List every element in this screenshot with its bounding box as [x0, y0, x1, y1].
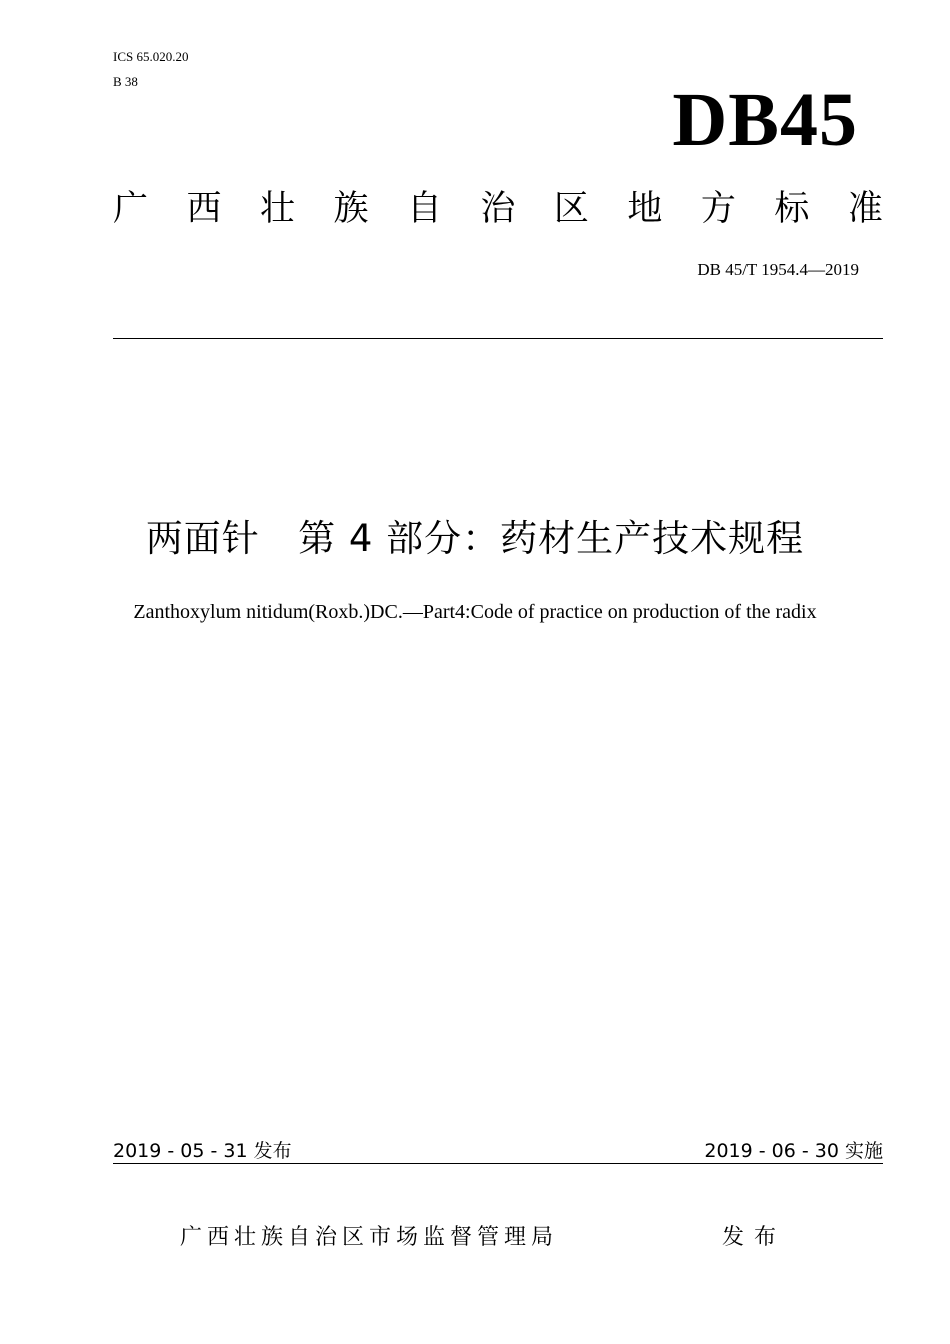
document-title-english: Zanthoxylum nitidum(Roxb.)DC.—Part4:Code of practice on production of the radix — [133, 601, 817, 623]
standard-type-char: 标 — [774, 189, 810, 229]
standard-type-char: 壮 — [259, 189, 295, 229]
ics-code: ICS 65.020.20 — [113, 49, 189, 64]
date-divider — [113, 1163, 883, 1164]
standard-logo: DB45 — [672, 78, 858, 162]
standard-type-char: 地 — [627, 189, 663, 229]
standard-type-char: 区 — [553, 189, 589, 229]
standard-type-heading — [113, 186, 883, 232]
document-title-chinese: 两面针 第 4 部分：药材生产技术规程 — [145, 517, 805, 560]
issue-date: 2019 - 05 - 31 发布 — [113, 1140, 292, 1162]
issue-label: 发布 — [722, 1225, 787, 1250]
standard-type-char: 自 — [406, 189, 442, 229]
standard-type-char: 族 — [333, 189, 369, 229]
standard-type-char: 西 — [186, 189, 222, 229]
standard-type-char: 治 — [480, 189, 516, 229]
ccs-code: B 38 — [113, 74, 138, 89]
standard-type-char: 准 — [847, 189, 883, 229]
standard-type-char: 广 — [113, 189, 149, 229]
standard-type-char: 方 — [700, 189, 736, 229]
header-divider — [113, 338, 883, 339]
standard-number: DB 45/T 1954.4—2019 — [697, 260, 859, 279]
implementation-date: 2019 - 06 - 30 实施 — [704, 1140, 883, 1162]
issuing-authority: 广西壮族自治区市场监督管理局 — [180, 1225, 559, 1250]
